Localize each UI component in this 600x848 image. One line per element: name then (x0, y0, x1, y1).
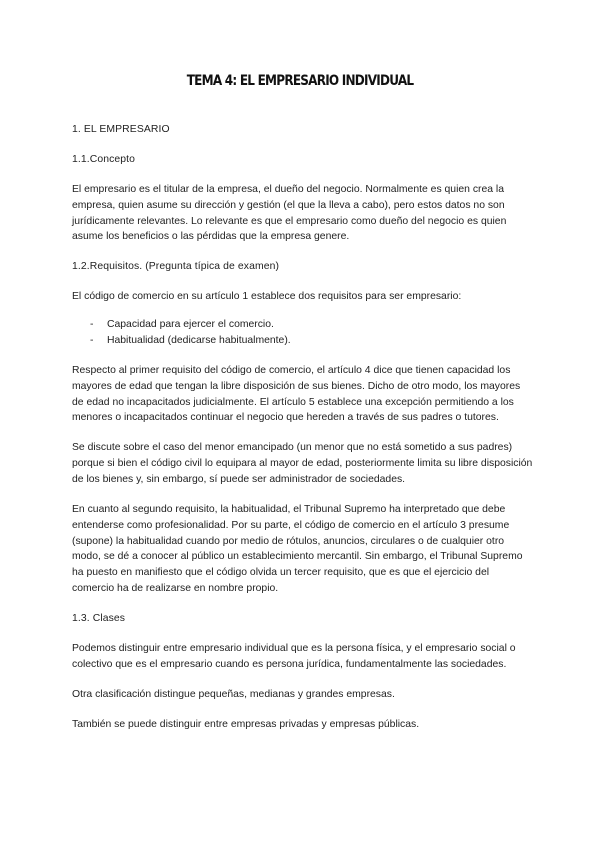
section-heading-1: 1. EL EMPRESARIO (72, 124, 170, 135)
section-heading-1-3: 1.3. Clases (72, 613, 126, 625)
paragraph-requisitos-intro: El código de comercio en su artículo 1 establece dos requisitos para ser empresario: (72, 291, 462, 303)
section-heading-1-2: 1.2.Requisitos. (Pregunta típica de examen) (72, 261, 280, 273)
paragraph-clases-1: Podemos distinguir entre empresario individual que es la persona física, y el empresario social o colectivo que es el empresario cuando es persona jurídica, fundamentalmente las sociedades. (72, 643, 516, 670)
section-heading-1-1: 1.1.Concepto (72, 153, 136, 165)
document-title: TEMA 4: EL EMPRESARIO INDIVIDUAL (186, 73, 414, 89)
list-item-text: Capacidad para ejercer el comercio. (107, 319, 274, 331)
list-item (72, 317, 534, 333)
paragraph-clases-2: Otra clasificación distingue pequeñas, medianas y grandes empresas. (72, 688, 395, 700)
paragraph-habitualidad: En cuanto al segundo requisito, la habitualidad, el Tribunal Supremo ha interpretado que debe entenderse como profesionalidad. Por su parte, el código de comercio en el artículo 3 presume (supone) la habitualidad cuando por medio de rótulos, anuncios, circulares o de cualquier otro modo, se dé a conocer al público un establecimiento mercantil. Sin embargo, el Tribunal Supremo ha puesto en manifiesto que el código olvida un tercer requisito, que es que el ejercicio del comercio ha de realizarse en nombre propio. (72, 504, 523, 595)
list-item-text: Habitualidad (dedicarse habitualmente). (107, 335, 291, 347)
requisitos-list (72, 317, 534, 349)
document-body (72, 122, 534, 747)
dash-bullet: - (90, 335, 94, 347)
dash-bullet: - (90, 319, 94, 331)
paragraph-capacidad: Respecto al primer requisito del código de comercio, el artículo 4 dice que tienen capacidad los mayores de edad que tengan la libre disposición de sus bienes. Dicho de otro modo, los mayores de edad no incapacitados judicialmente. El artículo 5 establece una excepción permitiendo a los menores o incapacitados continuar el negocio que hereden a través de sus padres o tutores. (72, 365, 521, 424)
paragraph-clases-3: También se puede distinguir entre empresas privadas y empresas públicas. (72, 718, 420, 730)
paragraph-menor-emancipado: Se discute sobre el caso del menor emancipado (un menor que no está sometido a sus padres) porque si bien el código civil lo equipara al mayor de edad, posteriormente limita su libre disposición de los bienes y, sin embargo, sí puede ser administrador de sociedades. (72, 442, 533, 486)
paragraph-concepto: El empresario es el titular de la empresa, el dueño del negocio. Normalmente es quien crea la empresa, quien asume su dirección y gestión (el que la lleva a cabo), pero estos datos no son jurídicamente relevantes. Lo relevante es que el empresario como dueño del negocio es quien asume los beneficios o las pérdidas que la empresa genere. (72, 183, 507, 243)
list-item (72, 333, 534, 349)
